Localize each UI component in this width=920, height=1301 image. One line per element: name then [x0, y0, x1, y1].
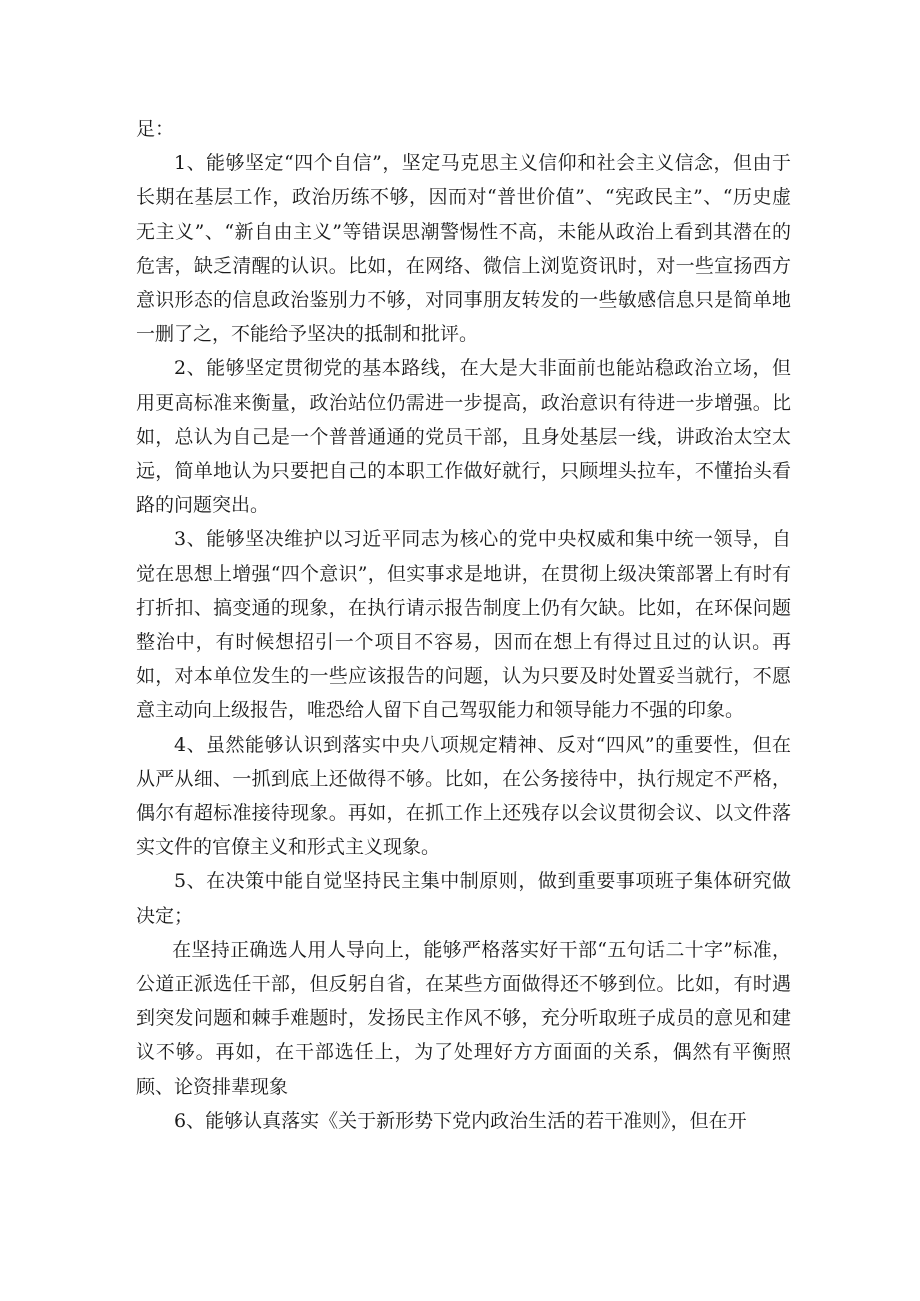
- paragraph-continuation: 足：: [136, 118, 175, 140]
- paragraph-item-2: 2、能够坚定贯彻党的基本路线，在大是大非面前也能站稳政治立场，但用更高标准来衡量，政治站位仍需进一步提高，政治意识有待进一步增强。比如，总认为自己是一个普普通通的党员干部，且身处基层一线，讲政治太空太远，简单地认为只要把自己的本职工作做好就行，只顾埋头拉车，不懂抬头看路的问题突出。: [136, 357, 791, 517]
- paragraph-item-1: 1、能够坚定“四个自信”，坚定马克思主义信仰和社会主义信念，但由于长期在基层工作，政治历练不够，因而对“普世价值”、“宪政民主”、“历史虚无主义”、“新自由主义”等错误思潮警惕性不高，未能从政治上看到其潜在的危害，缺乏清醒的认识。比如，在网络、微信上浏览资讯时，对一些宣扬西方意识形态的信息政治鉴别力不够，对同事朋友转发的一些敏感信息只是简单地一删了之，不能给予坚决的抵制和批评。: [136, 152, 791, 346]
- paragraph-item-5-detail: 在坚持正确选人用人导向上，能够严格落实好干部“五句话二十字”标准，公道正派选任干部，但反躬自省，在某些方面做得还不够到位。比如，有时遇到突发问题和棘手难题时，发扬民主作风不够，充分听取班子成员的意见和建议不够。再如，在干部选任上，为了处理好方方面面的关系，偶然有平衡照顾、论资排辈现象: [136, 938, 791, 1098]
- paragraph-item-6: 6、能够认真落实《关于新形势下党内政治生活的若干准则》，但在开: [174, 1109, 747, 1132]
- paragraph-item-4: 4、虽然能够认识到落实中央八项规定精神、反对“四风”的重要性，但在从严从细、一抓到底上还做得不够。比如，在公务接待中，执行规定不严格，偶尔有超标准接待现象。再如，在抓工作上还残存以会议贯彻会议、以文件落实文件的官僚主义和形式主义现象。: [136, 733, 791, 859]
- paragraph-item-5: 5、在决策中能自觉坚持民主集中制原则，做到重要事项班子集体研究做决定；: [136, 870, 791, 927]
- paragraph-item-3: 3、能够坚决维护以习近平同志为核心的党中央权威和集中统一领导，自觉在思想上增强“四个意识”，但实事求是地讲，在贯彻上级决策部署上有时有打折扣、搞变通的现象，在执行请示报告制度上仍有欠缺。比如，在环保问题整治中，有时候想招引一个项目不容易，因而在想上有得过且过的认识。再如，对本单位发生的一些应该报告的问题，认为只要及时处置妥当就行，不愿意主动向上级报告，唯恐给人留下自己驾驭能力和领导能力不强的印象。: [136, 528, 791, 722]
- document-body: [136, 112, 791, 1138]
